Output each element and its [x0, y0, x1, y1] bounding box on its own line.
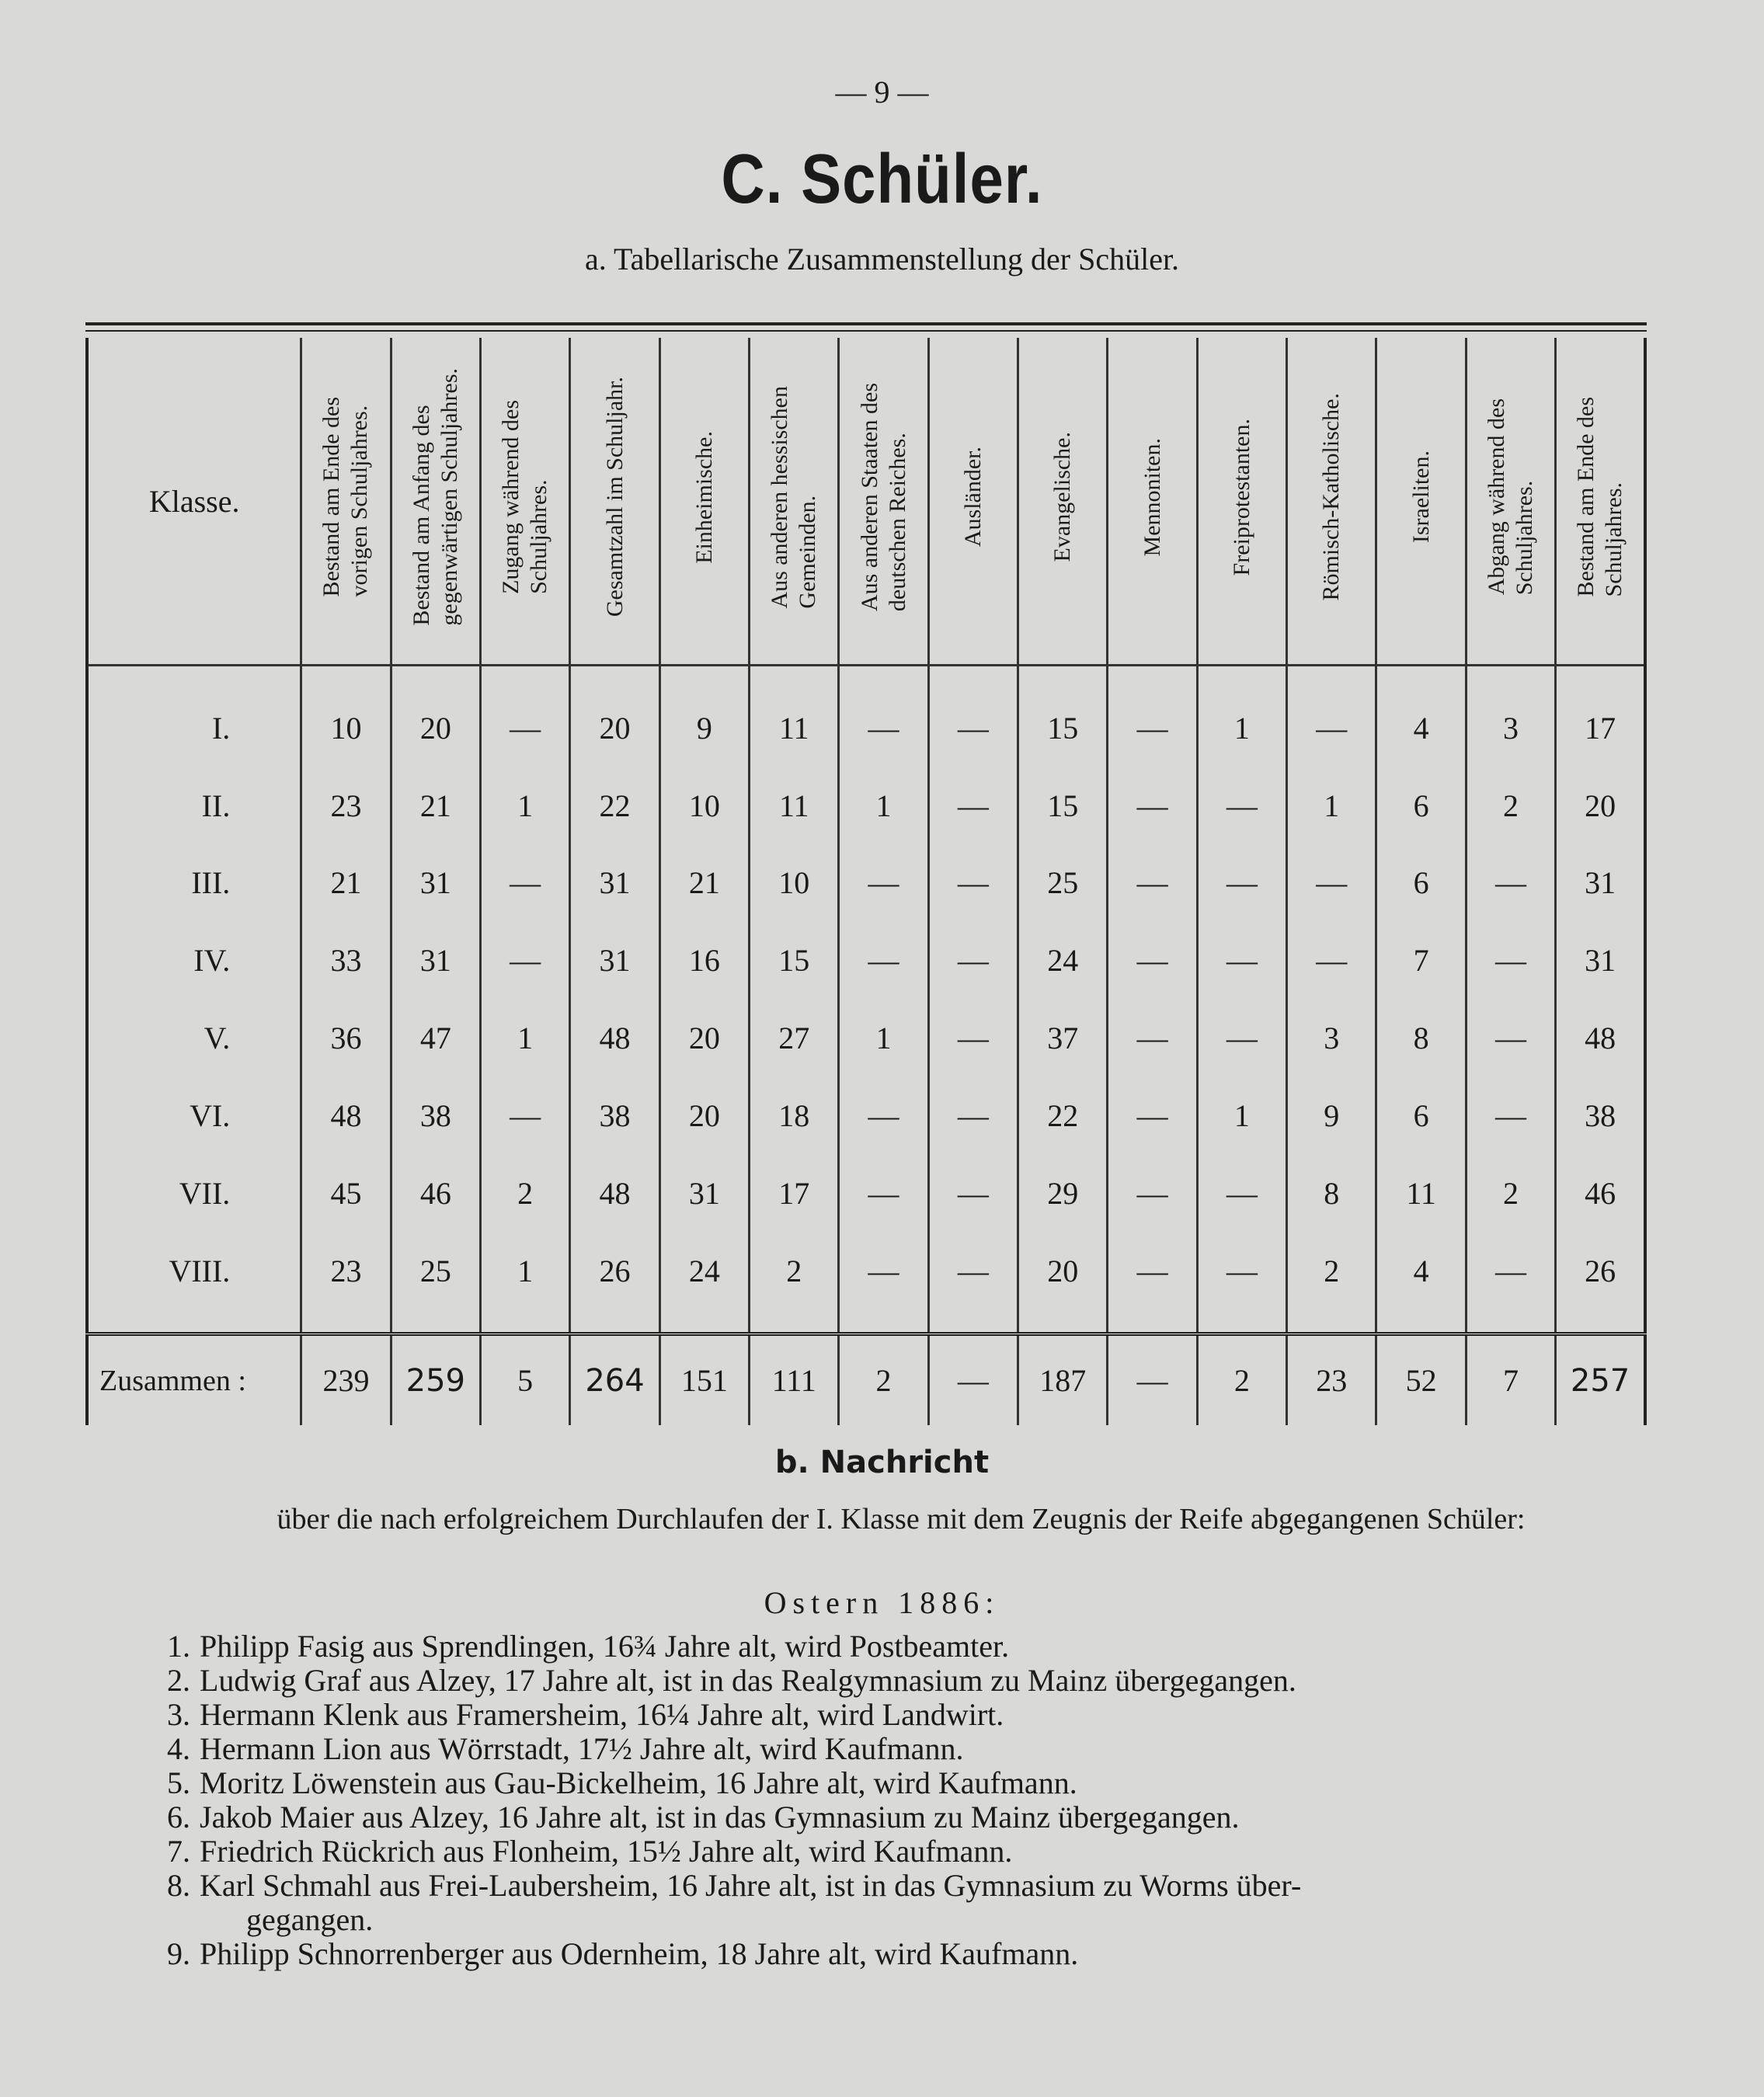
list-item-number: 9. [167, 1936, 190, 1971]
table-cell: 46 [391, 1154, 480, 1232]
table-cell: — [928, 767, 1018, 844]
column-header [839, 338, 928, 666]
table-cell: 45 [301, 1154, 391, 1232]
student-table [85, 338, 1647, 1425]
table-cell: 10 [750, 844, 839, 922]
table-cell: 11 [750, 767, 839, 844]
spacer-cell [570, 666, 659, 690]
table-cell: 7 [1376, 922, 1466, 1000]
column-header [1287, 338, 1376, 666]
notice-term: Ostern 1886: [764, 1585, 1000, 1620]
table-cell: 17 [750, 1154, 839, 1232]
table-row [87, 922, 1645, 1000]
table-cell: 3 [1287, 1000, 1376, 1077]
total-cell: 264 [570, 1334, 659, 1425]
list-item [151, 1800, 1651, 1834]
column-header [1556, 338, 1645, 666]
list-item-text: Karl Schmahl aus Frei-Laubersheim, 16 Jahre alt, ist in das Gymnasium zu Worms über- [200, 1868, 1302, 1903]
spacer-cell [481, 1309, 570, 1334]
column-header-label: Gesamtzahl im Schuljahr. [601, 377, 628, 617]
table-spacer-row [87, 666, 1645, 690]
table-cell: 11 [750, 689, 839, 767]
table-cell: 38 [570, 1077, 659, 1155]
table-top-rule-thin [85, 330, 1647, 332]
table-cell: 1 [839, 767, 928, 844]
spacer-cell [1018, 666, 1108, 690]
table-cell: 6 [1376, 1077, 1466, 1155]
table-row [87, 689, 1645, 767]
column-header-label: Israeliten. [1407, 450, 1434, 544]
list-item-number: 2. [167, 1663, 190, 1698]
table-cell: — [1287, 689, 1376, 767]
spacer-cell [1287, 666, 1376, 690]
table-cell: 16 [659, 922, 749, 1000]
page-number: — 9 — [835, 75, 929, 110]
total-cell: 2 [1197, 1334, 1286, 1425]
list-item [151, 1629, 1651, 1664]
column-header [928, 338, 1018, 666]
table-cell: 10 [301, 689, 391, 767]
list-item [151, 1732, 1651, 1766]
row-klasse: VI. [87, 1077, 301, 1155]
row-klasse: VII. [87, 1154, 301, 1232]
table-cell: 31 [1556, 844, 1645, 922]
list-item [151, 1664, 1651, 1698]
list-item-text: Friedrich Rückrich aus Flonheim, 15½ Jahre alt, wird Kaufmann. [200, 1834, 1013, 1869]
spacer-cell [1108, 666, 1197, 690]
list-item-text: Moritz Löwenstein aus Gau-Bickelheim, 16 Jahre alt, wird Kaufmann. [200, 1765, 1077, 1800]
table-cell: — [481, 922, 570, 1000]
list-item-number: 7. [167, 1834, 190, 1869]
list-item-text: Philipp Fasig aus Sprendlingen, 16¾ Jahre alt, wird Postbeamter. [200, 1629, 1010, 1664]
total-cell: 111 [750, 1334, 839, 1425]
spacer-cell [1287, 1309, 1376, 1334]
table-cell: — [1108, 767, 1197, 844]
table-cell: 37 [1018, 1000, 1108, 1077]
table-row [87, 844, 1645, 922]
total-cell: — [928, 1334, 1018, 1425]
table-cell: 21 [391, 767, 480, 844]
column-header [1466, 338, 1555, 666]
list-item-number: 6. [167, 1800, 190, 1834]
spacer-cell [1376, 1309, 1466, 1334]
list-item-continuation: gegangen. [246, 1902, 374, 1937]
column-header [1376, 338, 1466, 666]
table-cell: 48 [570, 1000, 659, 1077]
row-klasse: III. [87, 844, 301, 922]
table-cell: 2 [481, 1154, 570, 1232]
table-cell: 23 [301, 1232, 391, 1309]
table-cell: 26 [1556, 1232, 1645, 1309]
list-item-text: Philipp Schnorrenberger aus Odernheim, 18 Jahre alt, wird Kaufmann. [200, 1936, 1079, 1971]
table-cell: 25 [1018, 844, 1108, 922]
spacer-cell [87, 1309, 301, 1334]
column-header [301, 338, 391, 666]
table-cell: 3 [1466, 689, 1555, 767]
table-cell: 1 [839, 1000, 928, 1077]
table-cell: 31 [659, 1154, 749, 1232]
spacer-cell [1376, 666, 1466, 690]
spacer-cell [1197, 666, 1286, 690]
list-item-text: Hermann Klenk aus Framersheim, 16¼ Jahre alt, wird Landwirt. [200, 1697, 1004, 1732]
column-header-label: Römisch-Katholische. [1318, 393, 1345, 601]
table-cell: 22 [570, 767, 659, 844]
table-cell: 17 [1556, 689, 1645, 767]
total-cell: 239 [301, 1334, 391, 1425]
table-cell: — [839, 844, 928, 922]
column-header-label: Mennoniten. [1139, 437, 1165, 557]
table-cell: — [1466, 922, 1555, 1000]
column-header-klasse: Klasse. [87, 338, 301, 666]
table-cell: 21 [301, 844, 391, 922]
table-cell: — [839, 1154, 928, 1232]
table-row [87, 1000, 1645, 1077]
table-cell: 2 [750, 1232, 839, 1309]
table-cell: 15 [750, 922, 839, 1000]
table-cell: 31 [391, 844, 480, 922]
table-cell: 20 [659, 1077, 749, 1155]
column-header-label: Zugang während des Schuljahres. [498, 400, 552, 594]
table-cell: 48 [301, 1077, 391, 1155]
list-item [151, 1834, 1651, 1869]
spacer-cell [1466, 1309, 1555, 1334]
table-cell: 20 [1556, 767, 1645, 844]
table-cell: — [481, 844, 570, 922]
table-cell: — [928, 922, 1018, 1000]
table-cell: 29 [1018, 1154, 1108, 1232]
table-cell: 48 [1556, 1000, 1645, 1077]
table-cell: 22 [1018, 1077, 1108, 1155]
total-cell: 52 [1376, 1334, 1466, 1425]
table-cell: — [1466, 844, 1555, 922]
table-row [87, 1077, 1645, 1155]
column-header-label: Aus anderen Staaten des deutschen Reiches. [856, 382, 910, 612]
row-klasse: V. [87, 1000, 301, 1077]
spacer-cell [659, 1309, 749, 1334]
table-cell: — [928, 1077, 1018, 1155]
table-cell: 6 [1376, 844, 1466, 922]
row-klasse: VIII. [87, 1232, 301, 1309]
list-item-number: 3. [167, 1697, 190, 1732]
table-cell: 10 [659, 767, 749, 844]
list-item-number: 8. [167, 1868, 190, 1903]
table-cell: 20 [1018, 1232, 1108, 1309]
table-cell: 27 [750, 1000, 839, 1077]
total-label: Zusammen : [87, 1334, 301, 1425]
spacer-cell [570, 1309, 659, 1334]
total-cell: 2 [839, 1334, 928, 1425]
table-cell: 31 [1556, 922, 1645, 1000]
column-header-label: Evangelische. [1049, 432, 1076, 562]
table-cell: 20 [570, 689, 659, 767]
table-cell: 15 [1018, 689, 1108, 767]
spacer-cell [391, 666, 480, 690]
table-cell: 48 [570, 1154, 659, 1232]
table-cell: — [839, 922, 928, 1000]
table-cell: — [1197, 767, 1286, 844]
total-cell: 5 [481, 1334, 570, 1425]
table-cell: 15 [1018, 767, 1108, 844]
table-cell: 47 [391, 1000, 480, 1077]
table-cell: — [1197, 844, 1286, 922]
table-row [87, 1154, 1645, 1232]
list-item-number: 5. [167, 1765, 190, 1800]
list-item [151, 1766, 1651, 1800]
total-cell: 7 [1466, 1334, 1555, 1425]
table-cell: — [1108, 922, 1197, 1000]
notice-description: über die nach erfolgreichem Durchlaufen der I. Klasse mit dem Zeugnis der Reife abgegangenen Schüler: [277, 1503, 1526, 1535]
table-cell: — [481, 1077, 570, 1155]
row-klasse: IV. [87, 922, 301, 1000]
notice-title: b. Nachricht [774, 1445, 990, 1480]
table-cell: — [1197, 1154, 1286, 1232]
table-cell: 1 [1287, 767, 1376, 844]
table-cell: — [1108, 689, 1197, 767]
column-header [1018, 338, 1108, 666]
table-cell: — [1466, 1000, 1555, 1077]
table-cell: 1 [481, 1000, 570, 1077]
table-header-row [87, 338, 1645, 666]
spacer-cell [659, 666, 749, 690]
table-cell: 2 [1466, 1154, 1555, 1232]
table-cell: — [1108, 1154, 1197, 1232]
table-row [87, 1232, 1645, 1309]
table-cell: 1 [1197, 689, 1286, 767]
list-item [151, 1698, 1651, 1732]
table-cell: — [1287, 922, 1376, 1000]
total-cell: 151 [659, 1334, 749, 1425]
table-cell: 24 [1018, 922, 1108, 1000]
column-header [659, 338, 749, 666]
table-cell: 9 [659, 689, 749, 767]
table-cell: 26 [570, 1232, 659, 1309]
table-cell: 11 [1376, 1154, 1466, 1232]
column-header [391, 338, 480, 666]
column-header-label: Aus anderen hessischen Gemeinden. [767, 385, 821, 609]
column-header-label: Bestand am Ende des Schuljahres. [1573, 397, 1627, 597]
list-item-number: 4. [167, 1731, 190, 1766]
table-cell: — [1287, 844, 1376, 922]
table-cell: 9 [1287, 1077, 1376, 1155]
column-header [481, 338, 570, 666]
total-cell: — [1108, 1334, 1197, 1425]
table-cell: 20 [659, 1000, 749, 1077]
spacer-cell [1556, 1309, 1645, 1334]
table-cell: 2 [1466, 767, 1555, 844]
table-cell: 38 [391, 1077, 480, 1155]
table-cell: — [839, 1232, 928, 1309]
table-cell: 2 [1287, 1232, 1376, 1309]
column-header-label: Abgang während des Schuljahres. [1483, 398, 1537, 596]
spacer-cell [750, 666, 839, 690]
table-row [87, 767, 1645, 844]
row-klasse: I. [87, 689, 301, 767]
table-cell: 20 [391, 689, 480, 767]
list-item-text: Jakob Maier aus Alzey, 16 Jahre alt, ist in das Gymnasium zu Mainz übergegangen. [200, 1800, 1240, 1834]
table-cell: 1 [1197, 1077, 1286, 1155]
table-cell: — [839, 689, 928, 767]
column-header [570, 338, 659, 666]
spacer-cell [928, 1309, 1018, 1334]
list-item [151, 1937, 1651, 1971]
table-cell: 8 [1376, 1000, 1466, 1077]
table-cell: 4 [1376, 689, 1466, 767]
table-cell: 1 [481, 1232, 570, 1309]
list-item-text: Ludwig Graf aus Alzey, 17 Jahre alt, ist in das Realgymnasium zu Mainz übergegangen. [200, 1663, 1296, 1698]
column-header-label: Bestand am Ende des vorigen Schuljahres. [318, 397, 373, 597]
column-header [750, 338, 839, 666]
table-cell: 6 [1376, 767, 1466, 844]
table-cell: — [928, 1154, 1018, 1232]
column-header [1197, 338, 1286, 666]
spacer-cell [87, 666, 301, 690]
spacer-cell [391, 1309, 480, 1334]
table-cell: — [1197, 1000, 1286, 1077]
table-spacer-row [87, 1309, 1645, 1334]
spacer-cell [301, 1309, 391, 1334]
table-cell: — [1466, 1077, 1555, 1155]
spacer-cell [839, 1309, 928, 1334]
graduate-list [151, 1629, 1651, 1971]
table-total-row [87, 1334, 1645, 1425]
table-title: a. Tabellarische Zusammenstellung der Schüler. [584, 242, 1180, 276]
list-item-text: Hermann Lion aus Wörrstadt, 17½ Jahre alt, wird Kaufmann. [200, 1731, 964, 1766]
spacer-cell [928, 666, 1018, 690]
table-cell: — [928, 844, 1018, 922]
column-header-label: Bestand am Anfang des gegenwärtigen Schuljahres. [408, 368, 462, 626]
table-cell: 25 [391, 1232, 480, 1309]
total-cell: 23 [1287, 1334, 1376, 1425]
table-cell: 8 [1287, 1154, 1376, 1232]
table-cell: — [1108, 1077, 1197, 1155]
table-cell: — [1466, 1232, 1555, 1309]
table-cell: — [1108, 844, 1197, 922]
table-cell: — [1197, 922, 1286, 1000]
spacer-cell [1466, 666, 1555, 690]
table-cell: — [928, 689, 1018, 767]
table-body [87, 666, 1645, 1426]
spacer-cell [481, 666, 570, 690]
spacer-cell [301, 666, 391, 690]
table-cell: — [481, 689, 570, 767]
table-cell: 4 [1376, 1232, 1466, 1309]
table-cell: 36 [301, 1000, 391, 1077]
table-cell: — [1108, 1232, 1197, 1309]
table-cell: 24 [659, 1232, 749, 1309]
spacer-cell [1108, 1309, 1197, 1334]
table-cell: — [928, 1000, 1018, 1077]
table-cell: 23 [301, 767, 391, 844]
total-cell: 257 [1556, 1334, 1645, 1425]
table-cell: 33 [301, 922, 391, 1000]
table-cell: 31 [570, 844, 659, 922]
row-klasse: II. [87, 767, 301, 844]
spacer-cell [1556, 666, 1645, 690]
table-cell: 31 [391, 922, 480, 1000]
spacer-cell [750, 1309, 839, 1334]
column-header-label: Einheimische. [691, 430, 717, 564]
column-header-label: Ausländer. [959, 447, 986, 548]
spacer-cell [839, 666, 928, 690]
list-item [151, 1869, 1651, 1937]
spacer-cell [1197, 1309, 1286, 1334]
section-title: C. Schüler. [721, 139, 1043, 218]
table-cell: 31 [570, 922, 659, 1000]
column-header [1108, 338, 1197, 666]
table-cell: 38 [1556, 1077, 1645, 1155]
table-cell: 18 [750, 1077, 839, 1155]
spacer-cell [1018, 1309, 1108, 1334]
table-cell: — [839, 1077, 928, 1155]
table-cell: — [1197, 1232, 1286, 1309]
table-cell: 46 [1556, 1154, 1645, 1232]
list-item-number: 1. [167, 1629, 190, 1664]
total-cell: 187 [1018, 1334, 1108, 1425]
table-cell: 1 [481, 767, 570, 844]
column-header-label: Freiprotestanten. [1228, 418, 1254, 576]
table-cell: 21 [659, 844, 749, 922]
table-cell: — [928, 1232, 1018, 1309]
table-top-rule [85, 322, 1647, 325]
total-cell: 259 [391, 1334, 480, 1425]
table-cell: — [1108, 1000, 1197, 1077]
